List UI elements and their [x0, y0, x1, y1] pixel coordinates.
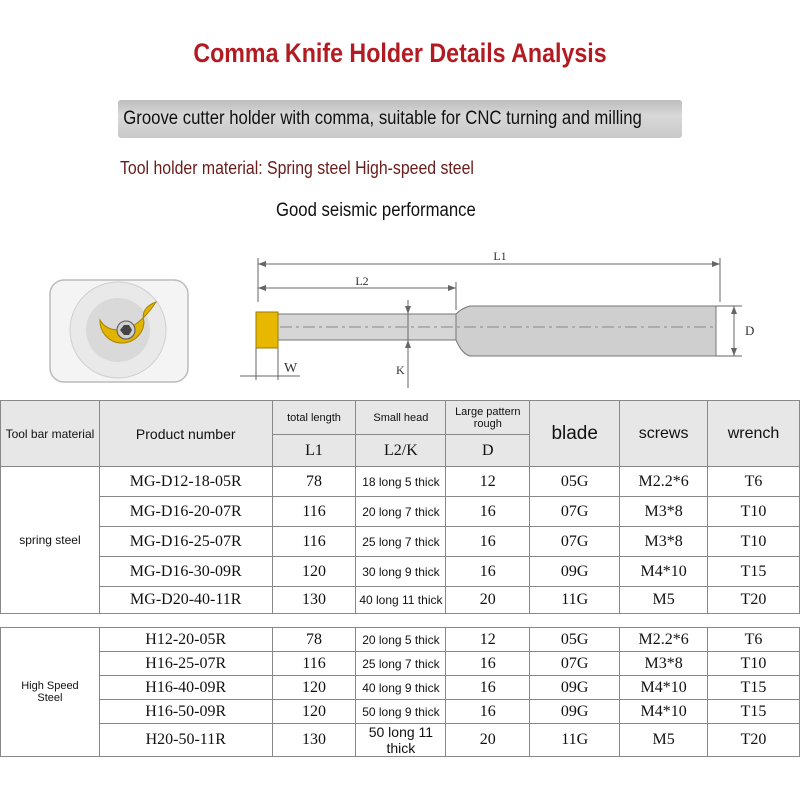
- d-value: 16: [446, 700, 530, 724]
- header-blade: blade: [530, 401, 620, 467]
- wrench-value: T15: [708, 676, 800, 700]
- d-value: 20: [446, 587, 530, 614]
- head-value: 50 long 11 thick: [356, 724, 446, 757]
- blade-value: 09G: [530, 700, 620, 724]
- head-value: 25 long 7 thick: [356, 652, 446, 676]
- table-row: [1, 676, 800, 700]
- l1-value: 120: [272, 700, 356, 724]
- l1-value: 130: [272, 724, 356, 757]
- d-value: 16: [446, 676, 530, 700]
- wrench-value: T20: [708, 587, 800, 614]
- screws-value: M4*10: [620, 700, 708, 724]
- high-speed-steel-group: [1, 628, 800, 757]
- table-row: [1, 497, 800, 527]
- l1-value: 116: [272, 652, 356, 676]
- head-value: 50 long 9 thick: [356, 700, 446, 724]
- wrench-value: T10: [708, 527, 800, 557]
- head-value: 25 long 7 thick: [356, 527, 446, 557]
- blade-value: 07G: [530, 497, 620, 527]
- l1-value: 120: [272, 676, 356, 700]
- page-title: Comma Knife Holder Details Analysis: [193, 38, 607, 68]
- l1-value: 120: [272, 557, 356, 587]
- material-cell: spring steel: [1, 467, 100, 614]
- spec-table: [0, 400, 800, 757]
- subtitle: Groove cutter holder with comma, suitable for CNC turning and milling: [123, 108, 642, 129]
- d-value: 20: [446, 724, 530, 757]
- header-large-pattern: Large pattern rough: [446, 401, 530, 435]
- k-label: K: [396, 363, 405, 377]
- blade-value: 07G: [530, 527, 620, 557]
- spring-steel-group: [1, 467, 800, 628]
- product-number: MG-D16-20-07R: [99, 497, 272, 527]
- end-view-icon: [50, 280, 188, 382]
- product-number: H16-40-09R: [99, 676, 272, 700]
- l1-value: 116: [272, 527, 356, 557]
- table-row: [1, 724, 800, 757]
- d-value: 16: [446, 652, 530, 676]
- tool-drawing: [0, 240, 800, 400]
- blade-value: 11G: [530, 724, 620, 757]
- product-number: H20-50-11R: [99, 724, 272, 757]
- head-value: 20 long 7 thick: [356, 497, 446, 527]
- blade-value: 11G: [530, 587, 620, 614]
- material-line-1: High Speed: [21, 680, 79, 692]
- d-label: D: [745, 323, 755, 338]
- feature-note: Good seismic performance: [276, 200, 476, 221]
- screws-value: M3*8: [620, 652, 708, 676]
- head-value: 40 long 11 thick: [356, 587, 446, 614]
- product-number: H16-50-09R: [99, 700, 272, 724]
- d-value: 12: [446, 628, 530, 652]
- l1-value: 78: [272, 467, 356, 497]
- header-product: Product number: [99, 401, 272, 467]
- wrench-value: T20: [708, 724, 800, 757]
- header-wrench: wrench: [708, 401, 800, 467]
- header-l2k: L2/K: [356, 435, 446, 467]
- d-value: 16: [446, 527, 530, 557]
- wrench-value: T10: [708, 652, 800, 676]
- wrench-value: T6: [708, 467, 800, 497]
- screws-value: M3*8: [620, 497, 708, 527]
- group-spacer: [1, 614, 800, 628]
- product-number: MG-D16-30-09R: [99, 557, 272, 587]
- screws-value: M4*10: [620, 557, 708, 587]
- product-number: H16-25-07R: [99, 652, 272, 676]
- l2-label: L2: [355, 274, 369, 288]
- screws-value: M2.2*6: [620, 467, 708, 497]
- screws-value: M5: [620, 724, 708, 757]
- product-number: MG-D16-25-07R: [99, 527, 272, 557]
- screws-value: M2.2*6: [620, 628, 708, 652]
- l1-value: 116: [272, 497, 356, 527]
- wrench-value: T10: [708, 497, 800, 527]
- blade-value: 05G: [530, 628, 620, 652]
- table-row: [1, 652, 800, 676]
- material-note: Tool holder material: Spring steel High-speed steel: [120, 158, 474, 178]
- screws-value: M5: [620, 587, 708, 614]
- head-value: 40 long 9 thick: [356, 676, 446, 700]
- blade-value: 05G: [530, 467, 620, 497]
- head-value: 20 long 5 thick: [356, 628, 446, 652]
- w-label: W: [284, 361, 298, 376]
- screws-value: M3*8: [620, 527, 708, 557]
- table-row: [1, 700, 800, 724]
- table-row: [1, 527, 800, 557]
- material-line-2: Steel: [37, 692, 63, 704]
- wrench-value: T15: [708, 557, 800, 587]
- table-row: [1, 587, 800, 614]
- l1-value: 78: [272, 628, 356, 652]
- table-row: [1, 628, 800, 652]
- product-number: MG-D20-40-11R: [99, 587, 272, 614]
- header-l1: L1: [272, 435, 356, 467]
- header-total-length: total length: [272, 401, 356, 435]
- wrench-value: T15: [708, 700, 800, 724]
- product-number: H12-20-05R: [99, 628, 272, 652]
- screws-value: M4*10: [620, 676, 708, 700]
- table-row: [1, 557, 800, 587]
- blade-value: 09G: [530, 676, 620, 700]
- header-small-head: Small head: [356, 401, 446, 435]
- blade-value: 07G: [530, 652, 620, 676]
- header-screws: screws: [620, 401, 708, 467]
- head-value: 18 long 5 thick: [356, 467, 446, 497]
- product-number: MG-D12-18-05R: [99, 467, 272, 497]
- head-value: 30 long 9 thick: [356, 557, 446, 587]
- d-value: 12: [446, 467, 530, 497]
- blade-value: 09G: [530, 557, 620, 587]
- wrench-value: T6: [708, 628, 800, 652]
- l1-label: L1: [493, 249, 507, 263]
- material-cell: [1, 628, 100, 757]
- table-row: [1, 467, 800, 497]
- header-d: D: [446, 435, 530, 467]
- l1-value: 130: [272, 587, 356, 614]
- d-value: 16: [446, 497, 530, 527]
- d-value: 16: [446, 557, 530, 587]
- header-material: Tool bar material: [1, 401, 100, 467]
